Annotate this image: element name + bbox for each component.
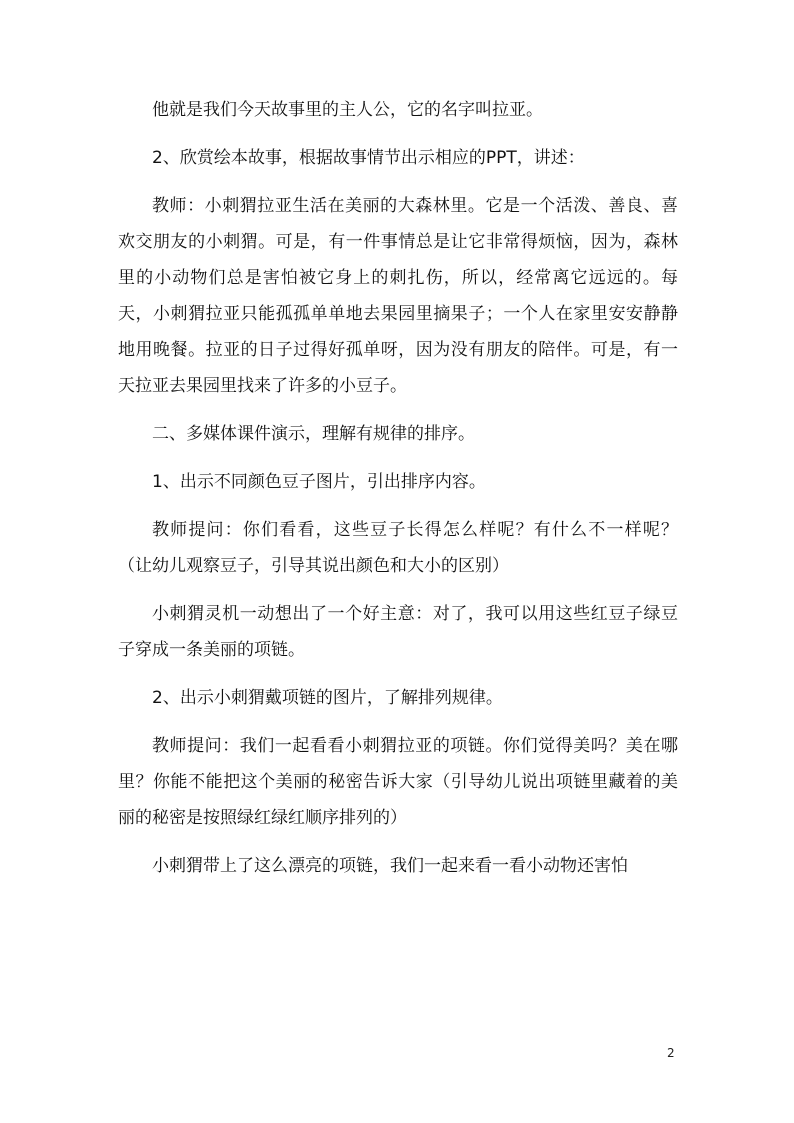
paragraph-step-2-necklace: 2、出示小刺猬戴项链的图片，了解排列规律。 bbox=[152, 688, 503, 708]
paragraph-step-1-beans: 1、出示不同颜色豆子图片，引出排序内容。 bbox=[152, 472, 486, 492]
page-number: 2 bbox=[667, 1046, 675, 1060]
page-body bbox=[118, 92, 678, 884]
paragraph-teacher-story: 教师：小刺猬拉亚生活在美丽的大森林里。它是一个活泼、善良、喜欢交朋友的小刺猬。可是，有一件事情总是让它非常得烦恼，因为，森林里的小动物们总是害怕被它身上的刺扎伤，所以，经常离它远远的。每天，小刺猬拉亚只能孤孤单单地去果园里摘果子；一个人在家里安安静静地用晚餐。拉亚的日子过得好孤单呀，因为没有朋友的陪伴。可是，有一天拉亚去果园里找来了许多的小豆子。 bbox=[118, 196, 678, 396]
paragraph-section-two: 二、多媒体课件演示，理解有规律的排序。 bbox=[152, 424, 475, 444]
paragraph-step-2-story: 2、欣赏绘本故事，根据故事情节出示相应的PPT，讲述： bbox=[152, 148, 585, 168]
paragraph-teacher-question-2: 教师提问：我们一起看看小刺猬拉亚的项链。你们觉得美吗？美在哪里？你能不能把这个美丽的秘密告诉大家（引导幼儿说出项链里藏着的美丽的秘密是按照绿红绿红顺序排列的） bbox=[118, 736, 678, 828]
paragraph-continuation: 小刺猬带上了这么漂亮的项链，我们一起来看一看小动物还害怕 bbox=[152, 856, 628, 876]
paragraph-teacher-question-1: 教师提问：你们看看，这些豆子长得怎么样呢？有什么不一样呢？（让幼儿观察豆子，引导其说出颜色和大小的区别） bbox=[118, 520, 678, 576]
paragraph-intro: 他就是我们今天故事里的主人公，它的名字叫拉亚。 bbox=[152, 100, 543, 120]
paragraph-hedgehog-idea: 小刺猬灵机一动想出了一个好主意：对了，我可以用这些红豆子绿豆子穿成一条美丽的项链。 bbox=[118, 604, 678, 660]
